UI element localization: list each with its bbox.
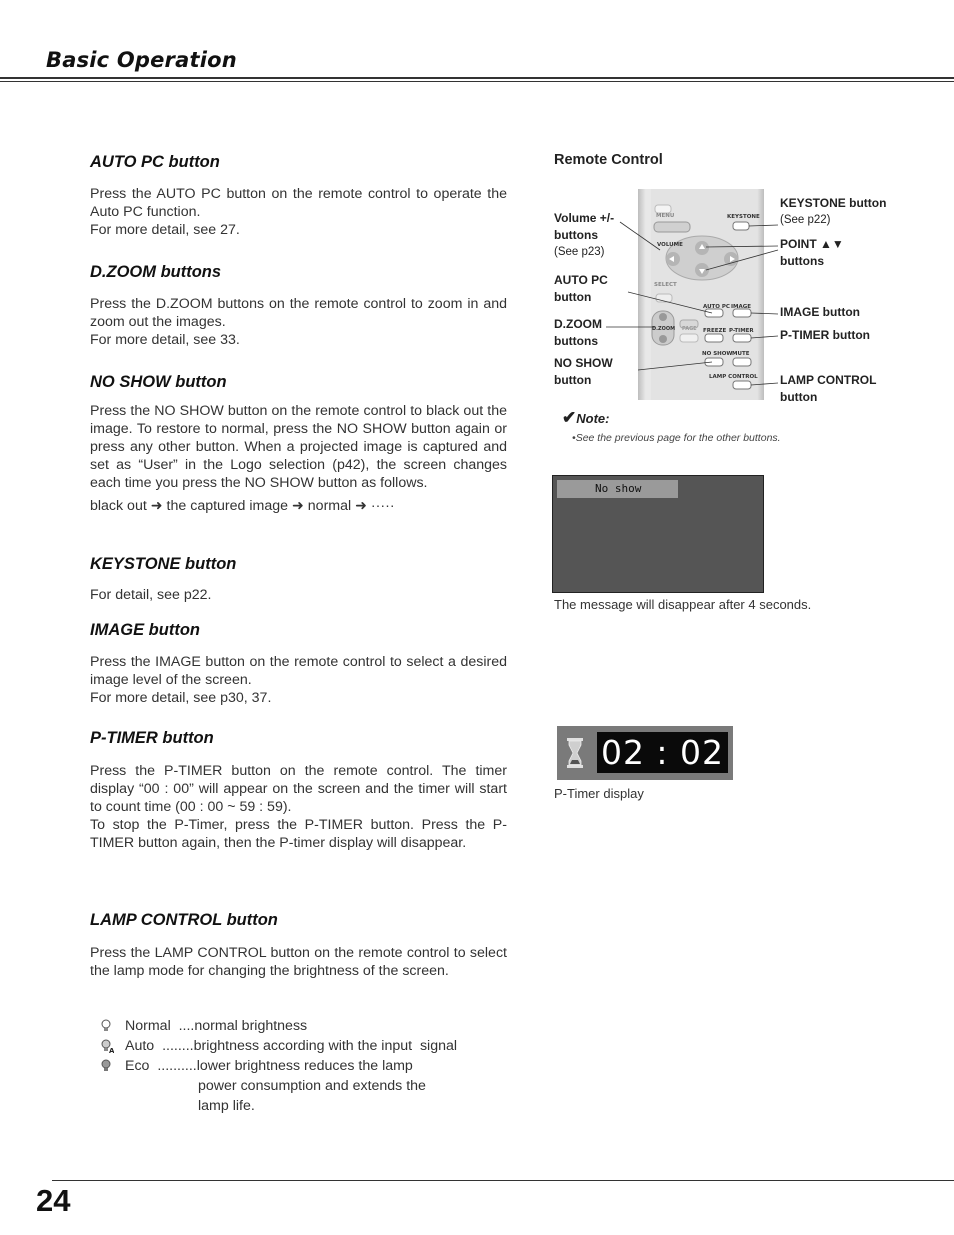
- page-number: 24: [36, 1183, 71, 1218]
- section-title: IMAGE button: [90, 621, 200, 639]
- volume-button: [654, 222, 690, 232]
- note-heading: [562, 408, 609, 428]
- list-item: [100, 1016, 520, 1036]
- label-line: NO SHOW: [554, 356, 613, 370]
- no-show-button: [705, 358, 723, 366]
- p-timer-button: [733, 334, 751, 342]
- footer-rule: [52, 1180, 954, 1181]
- lamp-auto-icon: [100, 1039, 114, 1053]
- list-item: [100, 1036, 520, 1056]
- menu-button: [655, 205, 671, 213]
- label-line: KEYSTONE button: [780, 196, 887, 210]
- section-text: Press the D.ZOOM buttons on the remote control to zoom in and zoom out the images.: [90, 296, 507, 330]
- key-label-dzoom: D.ZOOM: [652, 326, 676, 332]
- no-show-message-bar: No show: [557, 480, 678, 498]
- label-line: LAMP CONTROL: [780, 373, 877, 387]
- key-label-menu: MENU: [656, 213, 675, 219]
- hourglass-icon: [567, 738, 583, 768]
- label-line: buttons: [554, 228, 598, 242]
- svg-text:A: A: [109, 1047, 114, 1053]
- image-label: [780, 304, 860, 321]
- key-label-mute: MUTE: [732, 351, 750, 357]
- note-body: See the previous page for the other buttons.: [575, 432, 781, 444]
- key-label-lamp-control: LAMP CONTROL: [709, 374, 758, 380]
- key-label-freeze: FREEZE: [703, 328, 727, 334]
- section-title: LAMP CONTROL button: [90, 911, 278, 929]
- label-sub: (See p23): [554, 246, 605, 258]
- lamp-mode-continuation: [100, 1076, 520, 1096]
- section-text: For more detail, see p30, 37.: [90, 690, 272, 706]
- dzoom-label: [554, 316, 602, 350]
- p-timer-caption: P-Timer display: [554, 786, 644, 801]
- label-line: P-TIMER button: [780, 328, 870, 342]
- list-item: [100, 1056, 520, 1076]
- label-line: POINT ▲▼: [780, 237, 844, 251]
- lamp-mode-text: lamp life.: [198, 1098, 255, 1114]
- label-sub: (See p22): [780, 214, 831, 226]
- label-line: buttons: [554, 334, 598, 348]
- section-text: Press the P-TIMER button on the remote control. The timer display “00 : 00” will appear on the screen and the timer will start to count time (00 : 00 ~ 59 : 59).: [90, 763, 507, 815]
- no-show-flow: black out ➜ the captured image ➜ normal ➜ ·····: [90, 498, 395, 514]
- no-show-screen: [552, 475, 764, 593]
- lamp-control-label: [780, 372, 876, 406]
- section-text: Press the IMAGE button on the remote control to select a desired image level of the screen.: [90, 654, 507, 688]
- note-title-text: Note:: [576, 411, 610, 426]
- label-line: D.ZOOM: [554, 317, 602, 331]
- page-header-title: Basic Operation: [46, 48, 237, 72]
- section-text: For more detail, see 27.: [90, 222, 240, 238]
- volume-buttons-label: [554, 210, 614, 261]
- label-line: IMAGE button: [780, 305, 860, 319]
- lamp-control-button: [733, 381, 751, 389]
- page-button-2: [680, 334, 698, 342]
- note-text: [572, 432, 781, 444]
- keystone-button: [733, 222, 749, 230]
- section-title: P-TIMER button: [90, 729, 214, 747]
- section-text: To stop the P-Timer, press the P-TIMER button. Press the P-TIMER button again, then the P-timer display will disappear.: [90, 817, 507, 851]
- label-line: button: [554, 373, 592, 387]
- auto-pc-label: [554, 272, 608, 306]
- lamp-mode-text: Auto ........brightness according with the input signal: [125, 1038, 458, 1054]
- label-line: buttons: [780, 254, 824, 268]
- lamp-mode-text: Normal ....normal brightness: [125, 1018, 308, 1034]
- key-label-p-timer: P-TIMER: [729, 328, 754, 334]
- key-label-select: SELECT: [654, 282, 677, 288]
- key-label-auto-pc: AUTO PC: [703, 304, 730, 310]
- bullet-icon: •: [572, 432, 576, 444]
- key-label-keystone: KEYSTONE: [727, 214, 760, 220]
- auto-pc-button: [705, 309, 723, 317]
- p-timer-readout: 02 : 02: [597, 732, 728, 773]
- key-label-image: IMAGE: [731, 304, 752, 310]
- freeze-button: [705, 334, 723, 342]
- lamp-eco-icon: [100, 1059, 114, 1073]
- image-button: [733, 309, 751, 317]
- section-text: For detail, see p22.: [90, 587, 212, 603]
- lamp-normal-icon: [100, 1019, 114, 1033]
- lamp-mode-text: Eco ..........lower brightness reduces the lamp: [125, 1058, 413, 1074]
- section-title: KEYSTONE button: [90, 555, 237, 573]
- p-timer-label: [780, 327, 870, 344]
- section-text: Press the LAMP CONTROL button on the remote control to select the lamp mode for changing the brightness of the screen.: [90, 945, 507, 979]
- keystone-label: [780, 195, 886, 229]
- lamp-control-section: [90, 911, 507, 980]
- label-line: Volume +/-: [554, 211, 615, 225]
- checkmark-icon: ✔: [562, 408, 577, 427]
- p-timer-section: [90, 729, 507, 852]
- no-show-caption: The message will disappear after 4 seconds.: [554, 597, 812, 612]
- section-title: NO SHOW button: [90, 373, 227, 391]
- section-title: D.ZOOM buttons: [90, 263, 222, 281]
- mute-button: [733, 358, 751, 366]
- image-section: [90, 621, 507, 707]
- key-label-page: PAGE: [682, 326, 697, 332]
- label-line: AUTO PC: [554, 273, 608, 287]
- lamp-mode-text: power consumption and extends the: [198, 1078, 426, 1094]
- section-text: Press the AUTO PC button on the remote control to operate the Auto PC function.: [90, 186, 507, 220]
- label-line: button: [780, 390, 818, 404]
- section-text: For more detail, see 33.: [90, 332, 240, 348]
- section-text: Press the NO SHOW button on the remote control to black out the image. To restore to normal, press the NO SHOW button again or press any other button. When a projected image is captured and set as “User” in the Logo selection (p42), the screen changes each time you press the NO SHOW button as follows.: [90, 403, 507, 491]
- point-label: [780, 236, 844, 270]
- remote-control-title: Remote Control: [554, 152, 663, 168]
- no-show-label: [554, 355, 613, 389]
- label-line: button: [554, 290, 592, 304]
- section-title: AUTO PC button: [90, 153, 220, 171]
- key-label-volume: VOLUME: [657, 242, 683, 248]
- keystone-section: [90, 555, 507, 604]
- key-label-no-show: NO SHOW: [702, 351, 733, 357]
- lamp-mode-list: [100, 1016, 520, 1116]
- p-timer-display: [557, 726, 733, 780]
- lamp-mode-continuation: [100, 1096, 520, 1116]
